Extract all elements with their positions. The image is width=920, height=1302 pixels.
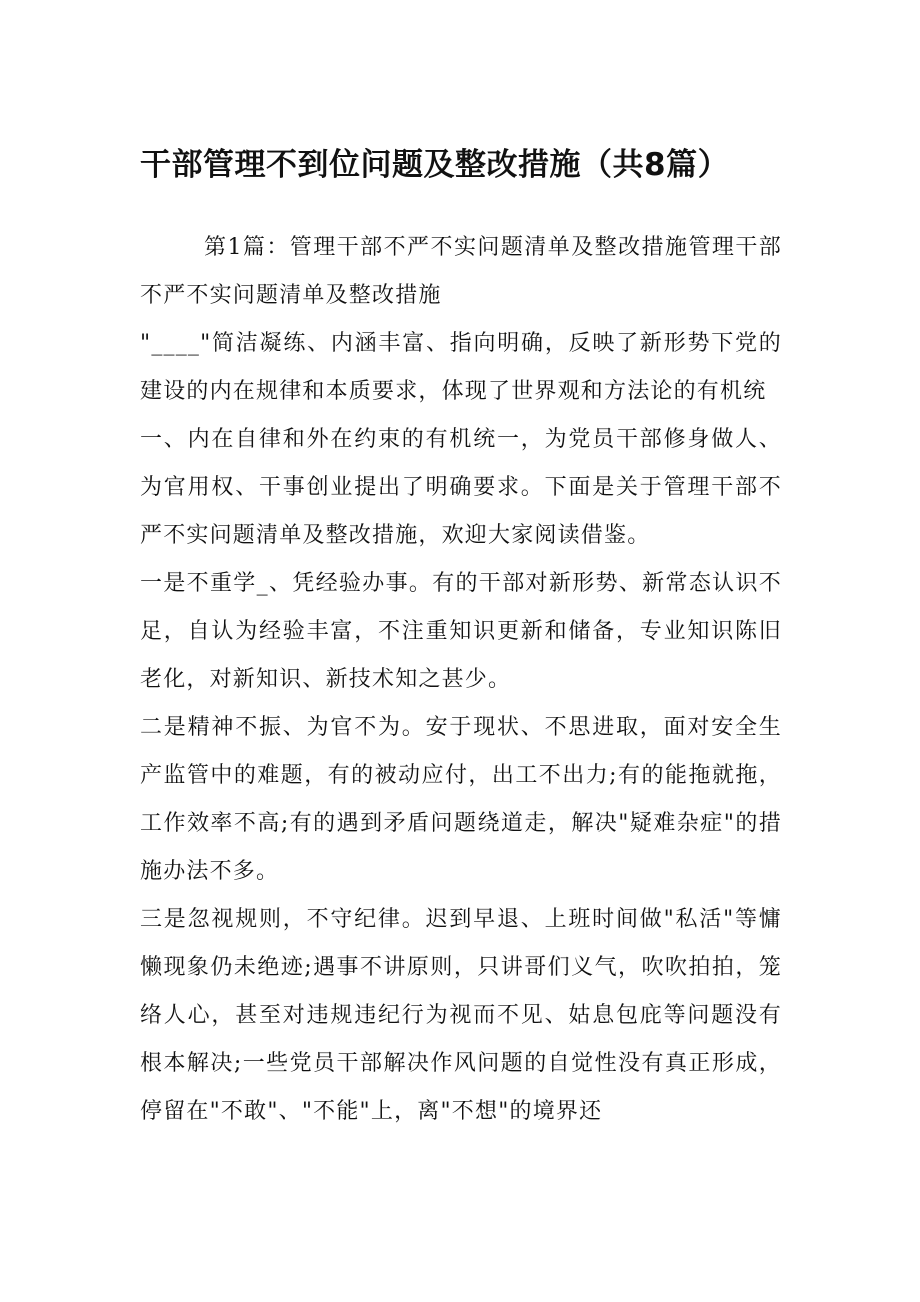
paragraph-article-heading: 第1篇：管理干部不严不实问题清单及整改措施管理干部不严不实问题清单及整改措施 (140, 235, 782, 308)
paragraph-problem-three: 三是忽视规则，不守纪律。迟到早退、上班时间做"私活"等慵懒现象仍未绝迹;遇事不讲原则，只讲哥们义气，吹吹拍拍，笼络人心，甚至对违规违纪行为视而不见、姑息包庇等问题没有根本解决;一些党员干部解决作风问题的自觉性没有真正形成，停留在"不敢"、"不能"上，离"不想"的境界还 (140, 907, 782, 1124)
paragraph-problem-two: 二是精神不振、为官不为。安于现状、不思进取，面对安全生产监管中的难题，有的被动应付，出工不出力;有的能拖就拖，工作效率不高;有的遇到矛盾问题绕道走，解决"疑难杂症"的措施办法不多。 (140, 715, 782, 884)
paragraph-intro: "____"简洁凝练、内涵丰富、指向明确，反映了新形势下党的建设的内在规律和本质要求，体现了世界观和方法论的有机统 (140, 331, 782, 404)
paragraph-problem-one: 一是不重学_、凭经验办事。有的干部对新形势、新常态认识不足，自认为经验丰富，不注重知识更新和储备，专业知识陈旧老化，对新知识、新技术知之甚少。 (140, 571, 782, 692)
document-title: 干部管理不到位问题及整改措施（共8篇） (140, 147, 730, 183)
document-body (140, 224, 782, 1136)
paragraph-unity: 一、内在自律和外在约束的有机统一，为党员干部修身做人、为官用权、干事创业提出了明确要求。下面是关于管理干部不严不实问题清单及整改措施，欢迎大家阅读借鉴。 (140, 427, 782, 548)
